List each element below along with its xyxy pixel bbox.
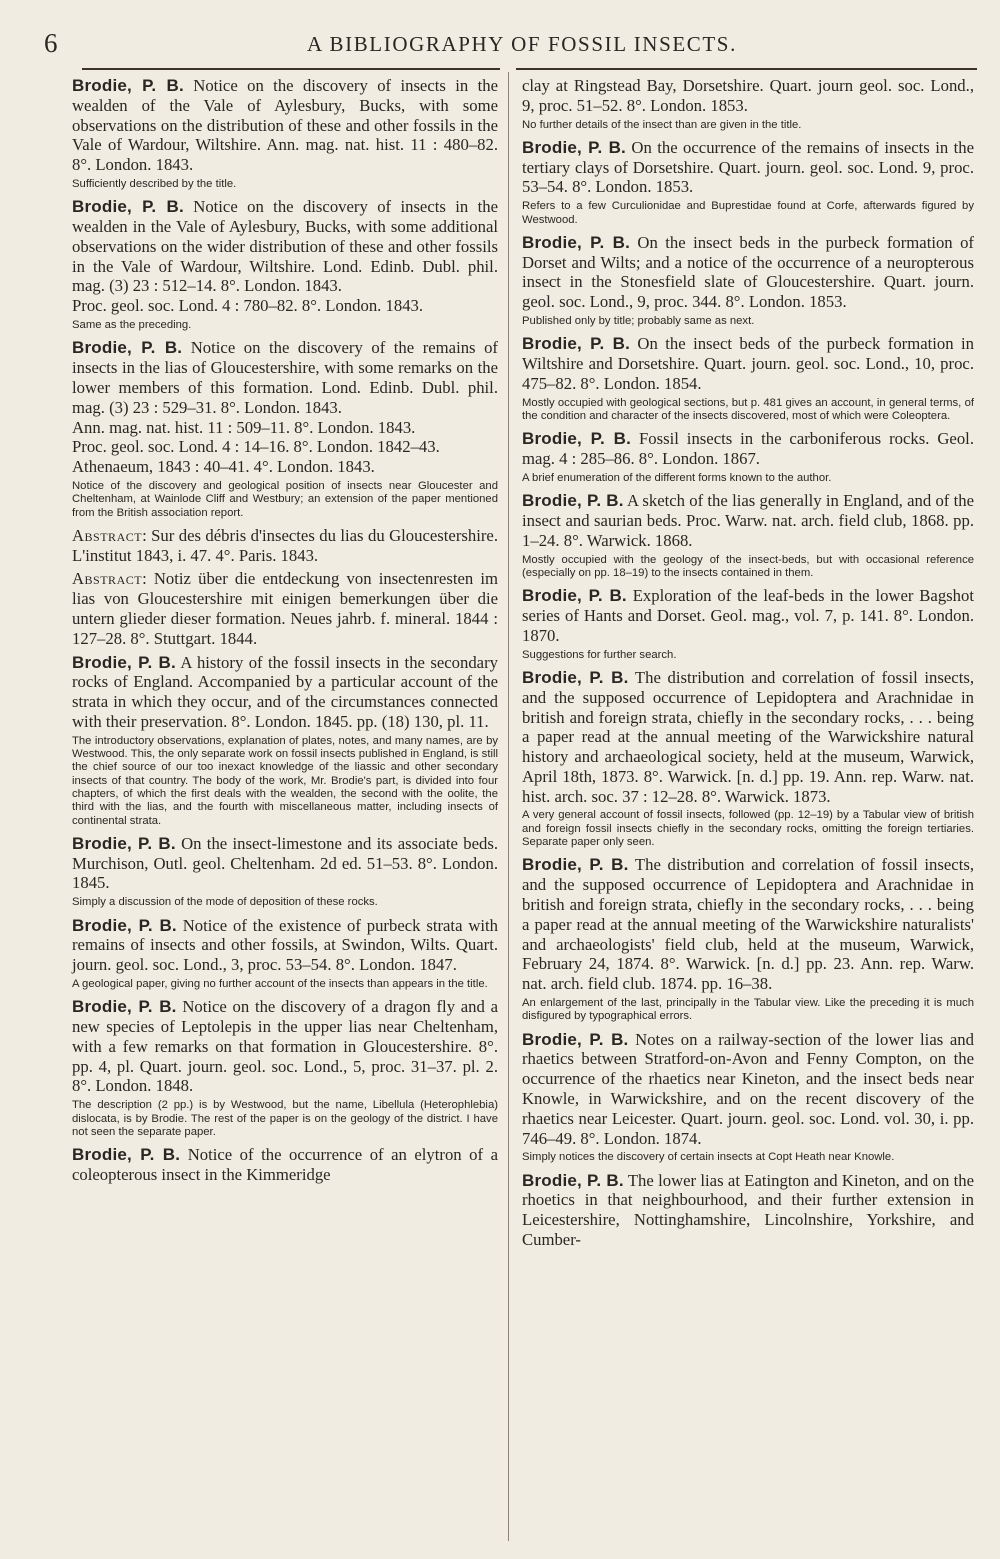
- entry-text: A history of the fossil insects in the secondary rocks of England. Accompanied by a particular account of the strata in which they occur, and of the circumstances connected with their preservation. 8°. London. 1845. pp. (18) 130, pl. 11.: [72, 652, 498, 731]
- bibliography-entry: [522, 138, 974, 197]
- entry-author: Brodie, P. B.: [522, 429, 632, 449]
- bibliography-entry: [522, 855, 974, 994]
- entry-text: A sketch of the lias generally in England, and of the insect and saurian beds. Proc. Warw. nat. arch. field club, 1868. pp. 1–24. 8°. Warwick. 1868.: [522, 491, 974, 550]
- entry-author: Brodie, P. B.: [522, 1170, 624, 1190]
- bibliography-entry: [72, 653, 498, 732]
- left-column: [72, 76, 498, 1185]
- entry-text: On the insect beds of the purbeck formation in Wiltshire and Dorsetshire. Quart. journ. geol. soc. Lond., 10, proc. 475–82. 8°. London. 1854.: [522, 334, 974, 393]
- entry-note: Mostly occupied with geological sections, but p. 481 gives an account, in general terms, of the condition and character of the insects discovered, most of which were Coleoptera.: [522, 396, 974, 423]
- entry-note: A geological paper, giving no further account of the insects than appears in the title.: [72, 977, 488, 990]
- entry-text: Notice on the discovery of the remains of insects in the lias of Gloucestershire, with some remarks on the lower members of this formation. Lond. Edinb. Dubl. phil. mag. (3) 23 : 529–31. 8°. London. 1843.: [72, 338, 498, 417]
- abstract-entry: [72, 569, 498, 648]
- header-rule-right: [516, 68, 977, 70]
- entry-author: Brodie, P. B.: [72, 1145, 181, 1165]
- entry-author: Brodie, P. B.: [522, 334, 630, 354]
- entry-note: Same as the preceding.: [72, 319, 192, 332]
- entry-text: On the occurrence of the remains of insects in the tertiary clays of Dorsetshire. Quart. journ. geol. soc. Lond. 9, proc. 53–54. 8°. London. 1853.: [522, 137, 974, 197]
- entry-author: Brodie, P. B.: [522, 1029, 629, 1049]
- entry-author: Brodie, P. B.: [72, 997, 177, 1017]
- entry-text: The lower lias at Eatington and Kineton, and on the rhoetics in that neighbourhood, and their further extension in Leicestershire, Nottinghamshire, Lincolnshire, Yorkshire, and Cumber-: [522, 1170, 974, 1250]
- entry-note: The description (2 pp.) is by Westwood, but the name, Libellula (Heterophlebia) dislocata, is by Brodie. The rest of the paper is on the geology of the district. I have not seen the separate paper.: [72, 1099, 498, 1138]
- entry-continuation: Ann. mag. nat. hist. 11 : 509–11. 8°. London. 1843.: [72, 417, 416, 437]
- bibliography-entry: [522, 334, 974, 393]
- entry-text: Notice of the occurrence of an elytron of a coleopterous insect in the Kimmeridge: [72, 1145, 498, 1184]
- entry-text: Notes on a railway-section of the lower lias and rhaetics between Stratford-on-Avon and Fenny Compton, on the occurrence of the rhaetics near Kineton, and the insect beds near Knowle, in Warwickshire, and on the recent discovery of the rhaetics near Leicester. Quart. journ. geol. soc. Lond. vol. 30, i. pp. 746–49. 8°. London. 1874.: [522, 1029, 974, 1148]
- entry-author: Brodie, P. B.: [522, 232, 630, 252]
- entry-continuation: Athenaeum, 1843 : 40–41. 4°. London. 1843.: [72, 457, 375, 477]
- entry-author: Brodie, P. B.: [72, 338, 183, 358]
- entry-author: Brodie, P. B.: [522, 586, 627, 606]
- bibliography-entry: [72, 338, 498, 417]
- entry-text: The distribution and correlation of fossil insects, and the supposed occurrence of Lepidoptera and Arachnidae in british and foreign strata, chiefly in the secondary rocks, . . . being a paper read at the annual meeting of the Warwickshire natural history and archaeological society, held at the museum, Warwick, April 18th, 1873. 8°. Warwick. [n. d.] pp. 19. Ann. rep. Warw. nat. hist. arch. soc. 37 : 12–28. 8°. Warwick. 1873.: [522, 667, 974, 806]
- bibliography-entry: [522, 586, 974, 645]
- entry-note: Refers to a few Curculionidae and Buprestidae found at Corfe, afterwards figured by Westwood.: [522, 200, 974, 226]
- entry-author: Brodie, P. B.: [72, 833, 176, 853]
- entry-text: Notice of the existence of purbeck strata with remains of insects and other fossils, at Swindon, Wilts. Quart. journ. geol. soc. Lond., 3, proc. 53–54. 8°. London. 1847.: [72, 915, 498, 975]
- entry-author: Brodie, P. B.: [522, 855, 629, 875]
- bibliography-entry: [522, 233, 974, 312]
- entry-text: Notice on the discovery of a dragon fly and a new species of Leptolepis in the upper lias near Cheltenham, with a few remarks on that formation in Gloucestershire. 8°. pp. 4, pl. Quart. journ. geol. soc. Lond., 5, proc. 31–37. pl. 2. 8°. London. 1848.: [72, 997, 498, 1096]
- bibliography-entry: [522, 1030, 974, 1149]
- entry-text: On the insect-limestone and its associate beds. Murchison, Outl. geol. Cheltenham. 2d ed. 51–53. 8°. London. 1845.: [72, 833, 499, 893]
- entry-note: Mostly occupied with the geology of the insect-beds, but with occasional reference (especially on pp. 18–19) to the insects contained in them.: [522, 553, 974, 579]
- bibliography-entry: [522, 491, 974, 550]
- entry-author: Brodie, P. B.: [522, 137, 626, 157]
- entry-text: Fossil insects in the carboniferous rocks. Geol. mag. 4 : 285–86. 8°. London. 1867.: [522, 429, 974, 469]
- entry-note: Simply a discussion of the mode of deposition of these rocks.: [72, 896, 378, 909]
- entry-note: Published only by title; probably same as next.: [522, 315, 755, 328]
- entry-text: Notice on the discovery of insects in the wealden in the Vale of Aylesbury, Bucks, with some additional observations on the wider distribution of these and other fossils in the Vale of Wardour, Wiltshire. Lond. Edinb. Dubl. phil. mag. (3) 23 : 512–14. 8°. London. 1843.: [72, 197, 498, 296]
- entry-text: Notice on the discovery of insects in the wealden of the Vale of Aylesbury, Bucks, with some observations on the distribution of these and other fossils in the Vale of Wardour, Wiltshire. Ann. mag. nat. hist. 11 : 480–82. 8°. London. 1843.: [72, 76, 498, 175]
- entry-author: Brodie, P. B.: [72, 197, 184, 217]
- entry-continuation: Proc. geol. soc. Lond. 4 : 14–16. 8°. London. 1842–43.: [72, 437, 440, 457]
- entry-note: A very general account of fossil insects, followed (pp. 12–19) by a Tabular view of british and foreign fossil insects chiefly in the secondary rocks, omitting the foreign tertiaries. Separate paper only seen.: [522, 809, 974, 849]
- entry-text: The distribution and correlation of fossil insects, and the supposed occurrence of Lepidoptera and Arachnidae in british and foreign strata, chiefly in the secondary rocks, . . . being a paper read at the annual meeting of the Warwickshire naturalists' and archaeologists' field club, held at the museum, Warwick, February 24, 1874. 8°. Warwick. [n. d.] pp. 23. Ann. rep. Warw. nat. arch. field club. 1874. pp. 16–38.: [522, 855, 974, 994]
- entry-text: : Sur des débris d'insectes du lias du Gloucestershire. L'institut 1843, i. 47. 4°. Paris. 1843.: [72, 525, 498, 565]
- entry-note: Sufficiently described by the title.: [72, 177, 237, 190]
- entry-author: Brodie, P. B.: [72, 76, 184, 95]
- right-column: [522, 76, 974, 1250]
- column-divider: [508, 72, 509, 1541]
- abstract-entry: [72, 526, 498, 566]
- entry-note: Suggestions for further search.: [522, 648, 677, 661]
- abstract-label: Abstract: [72, 569, 143, 589]
- running-title: A BIBLIOGRAPHY OF FOSSIL INSECTS.: [307, 32, 737, 56]
- entry-author: Brodie, P. B.: [522, 667, 629, 687]
- entry-note: An enlargement of the last, principally in the Tabular view. Like the preceding it is much disfigured by typographical errors.: [522, 996, 974, 1023]
- entry-note: Notice of the discovery and geological position of insects near Gloucester and Cheltenham, at Wainlode Cliff and Westbury; an extension of the paper mentioned from the British association report.: [72, 479, 498, 519]
- entry-text: : Notiz über die entdeckung von insectenresten im lias von Gloucestershire mit einigen bemerkungen über die untern glieder dieser formation. Neues jahrb. f. mineral. 1844 : 127–28. 8°. Stuttgart. 1844.: [72, 569, 498, 648]
- bibliography-entry: [522, 668, 974, 807]
- bibliography-entry: [72, 834, 498, 893]
- abstract-label: Abstract: [72, 525, 143, 545]
- entry-note: No further details of the insect than are given in the title.: [522, 118, 802, 131]
- bibliography-entry: [72, 997, 498, 1096]
- entry-note: Simply notices the discovery of certain insects at Copt Heath near Knowle.: [522, 1151, 895, 1164]
- entry-author: Brodie, P. B.: [72, 652, 176, 672]
- bibliography-entry: [522, 429, 974, 469]
- page-number: 6: [44, 28, 58, 58]
- entry-note: The introductory observations, explanation of plates, notes, and many names, are by Westwood. This, the only separate work on fossil insects published in England, is still the chief source of our too inexact knowledge of the liassic and other secondary insects of that country. The body of the work, Mr. Brodie's part, is divided into four chapters, of which the first deals with the wealden, the second with the oolite, the third with the lias, and the fourth with miscellaneous matter, including insects of continental strata.: [72, 734, 498, 827]
- header-rule-left: [82, 68, 500, 70]
- entry-author: Brodie, P. B.: [72, 915, 177, 935]
- bibliography-entry: [522, 1171, 974, 1250]
- entry-author: Brodie, P. B.: [522, 491, 624, 511]
- entry-continuation: Proc. geol. soc. Lond. 4 : 780–82. 8°. London. 1843.: [72, 296, 424, 316]
- entry-text: Exploration of the leaf-beds in the lower Bagshot series of Hants and Dorset. Geol. mag., vol. 7, p. 141. 8°. London. 1870.: [522, 586, 974, 645]
- bibliography-entry: [72, 916, 498, 975]
- entry-continuation: clay at Ringstead Bay, Dorsetshire. Quart. journ geol. soc. Lond., 9, proc. 51–52. 8°. London. 1853.: [522, 76, 974, 115]
- entry-text: On the insect beds in the purbeck formation of Dorset and Wilts; and a notice of the occurrence of a neuropterous insect in the Stonesfield slate of Gloucestershire. Quart. journ. geol. soc. Lond., 9, proc. 344. 8°. London. 1853.: [522, 232, 974, 312]
- bibliography-entry: [72, 76, 498, 175]
- bibliography-entry: [72, 1145, 498, 1185]
- page-header: [32, 28, 968, 64]
- bibliography-entry: [72, 197, 498, 296]
- entry-note: A brief enumeration of the different forms known to the author.: [522, 471, 832, 484]
